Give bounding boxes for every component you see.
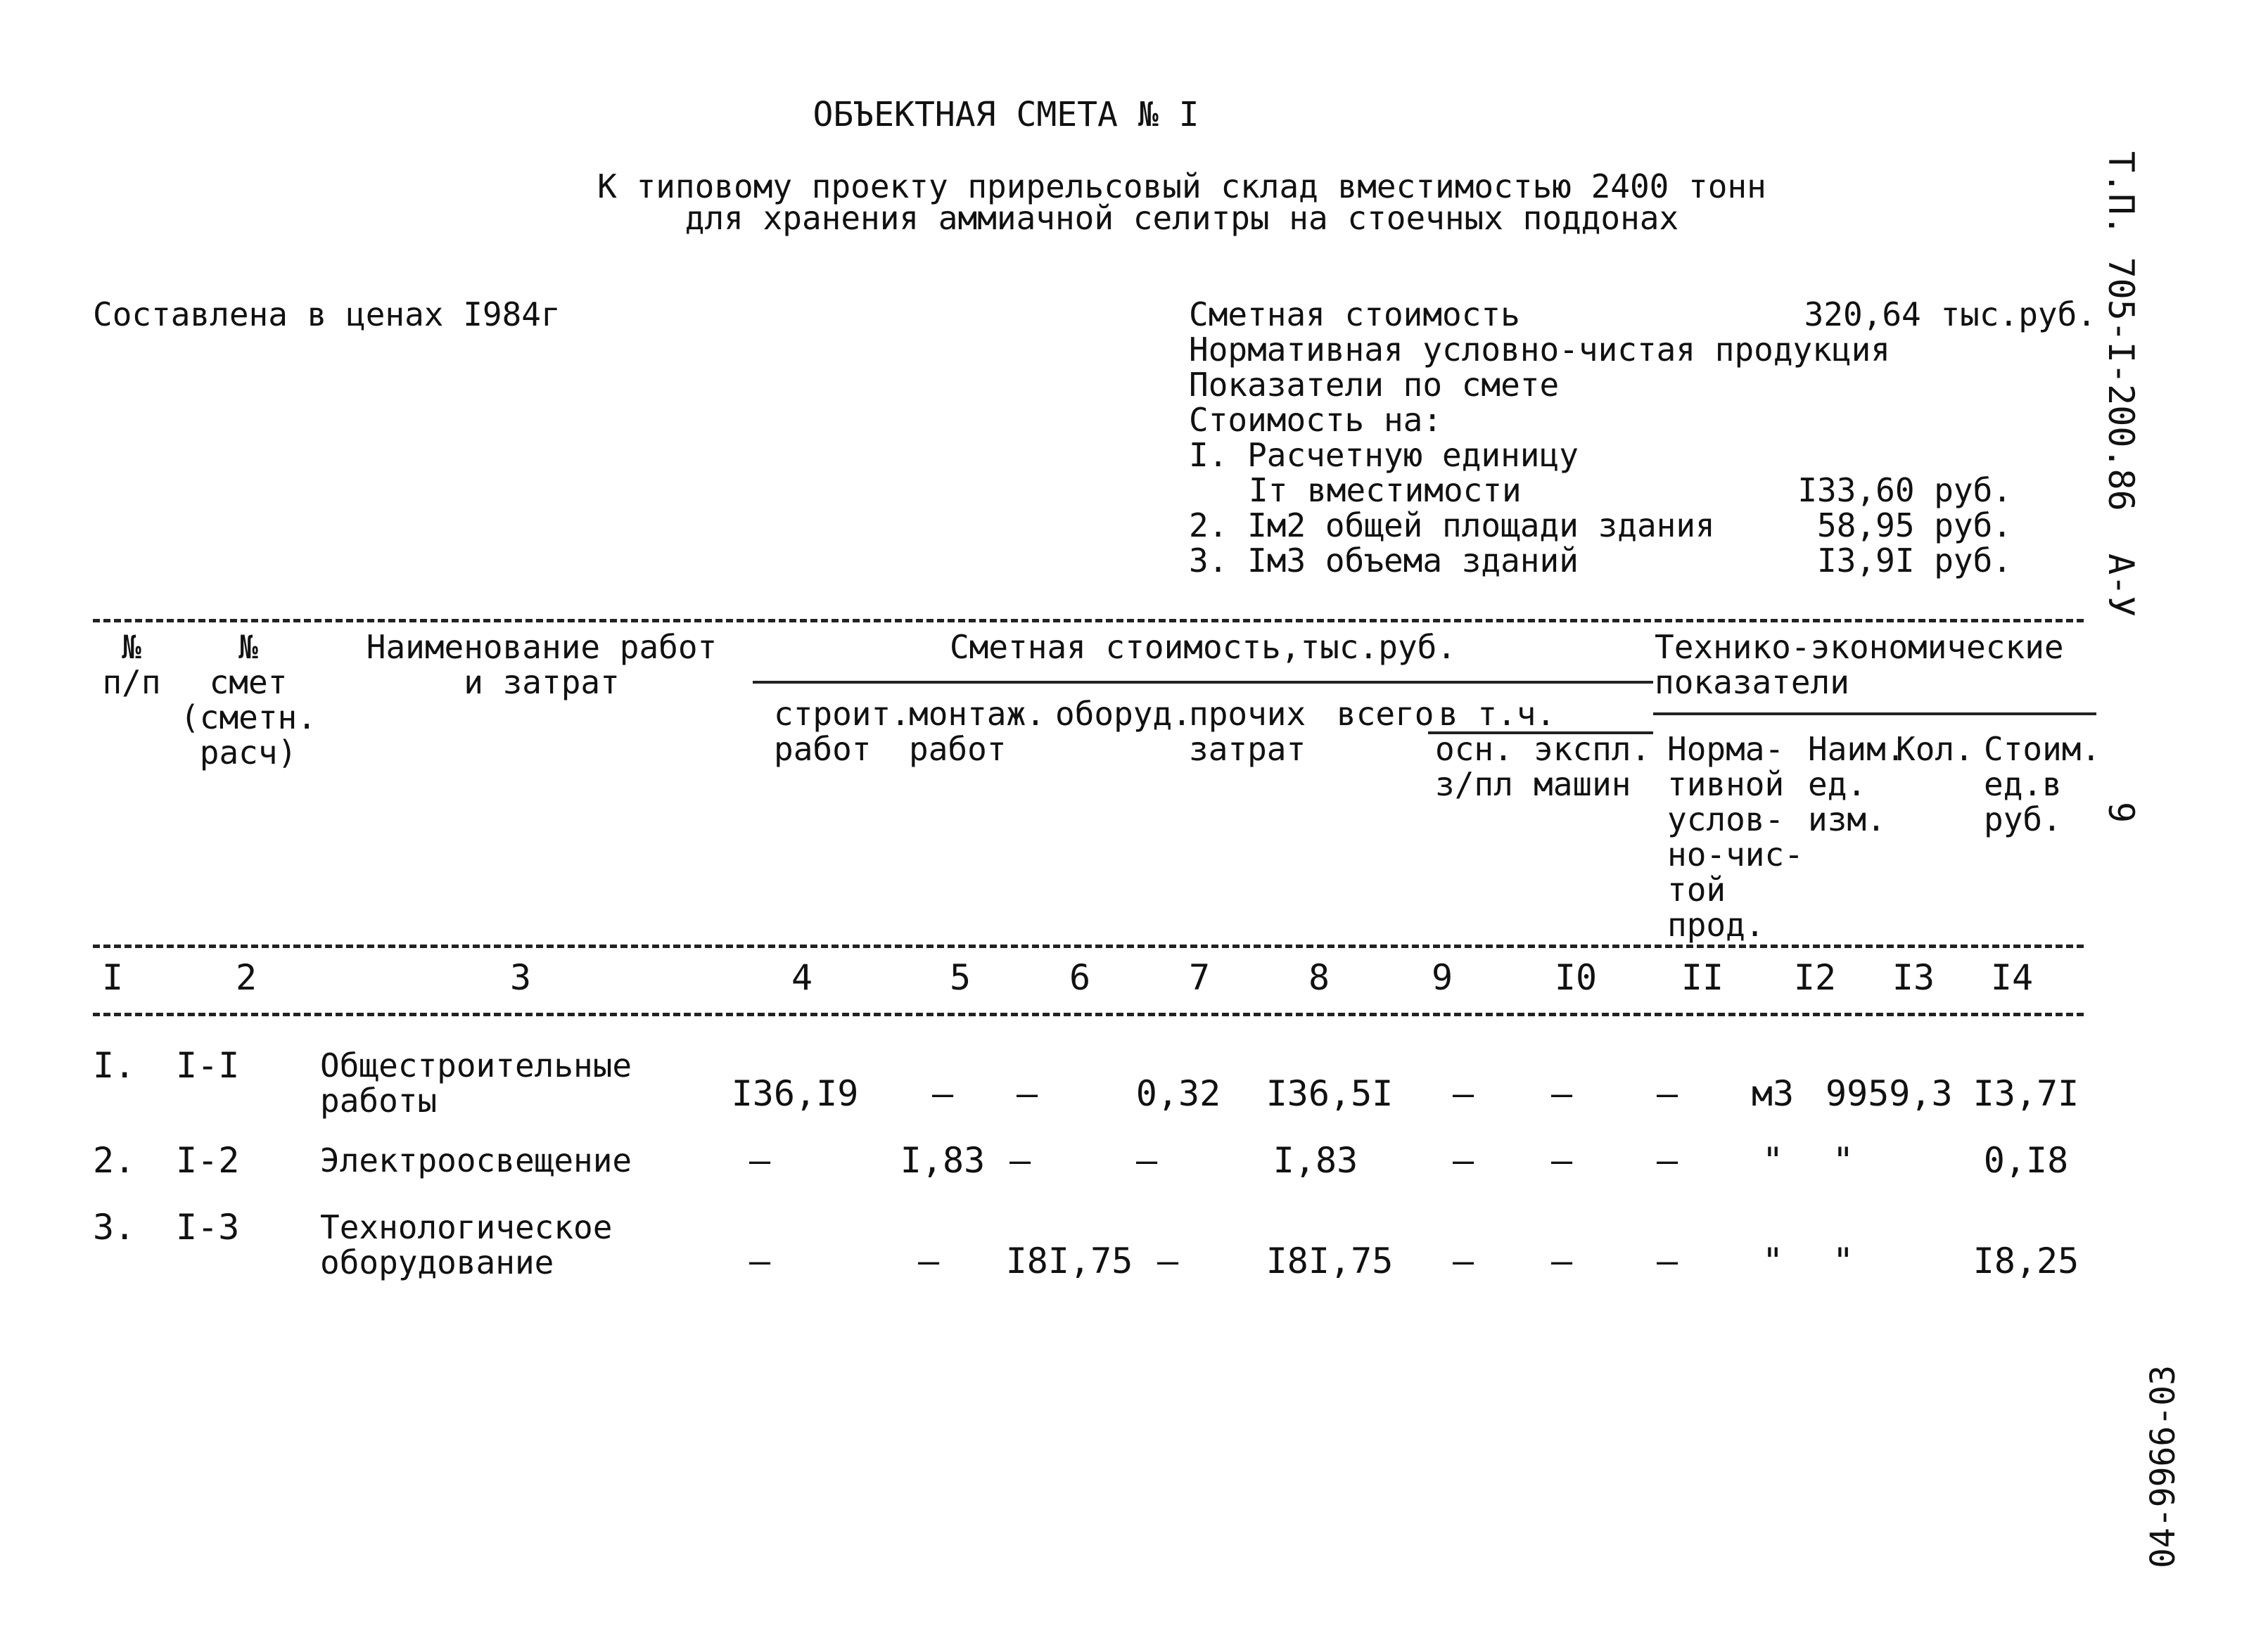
indicator-1-label: I. Расчетную единицу [1189, 436, 1579, 474]
row-assembly: I,83 [900, 1140, 986, 1181]
row-assembly: – [931, 1073, 954, 1114]
indicator-3-value: I3,9I руб. [1817, 542, 2012, 580]
indicators-label: Показатели по смете [1189, 366, 1560, 404]
indicator-2-value: 58,95 руб. [1817, 506, 2012, 544]
header-construction: строит. работ [774, 695, 910, 768]
column-numbers-top-rule [93, 945, 2084, 948]
row-machines: – [1550, 1073, 1573, 1114]
row-other: – [1157, 1241, 1179, 1281]
row-construction: – [748, 1140, 771, 1181]
indicator-1-value: I33,60 руб. [1797, 471, 2012, 509]
cost-per-label: Стоимость на: [1189, 401, 1443, 439]
row-other: 0,32 [1135, 1073, 1221, 1114]
estimated-cost-value: 320,64 тыс.руб. [1804, 295, 2096, 333]
header-normative: Норма- тивной услов- но-чис- той прод. [1667, 730, 1804, 944]
header-base-pay: осн. з/пл [1435, 730, 1513, 803]
tech-group-rule [1653, 712, 2096, 715]
header-qty: Кол. [1896, 730, 1974, 768]
column-number: 7 [1188, 957, 1211, 998]
indicator-1-sublabel: Iт вместимости [1249, 471, 1522, 509]
column-number: I4 [1990, 957, 2034, 998]
row-base-pay: – [1452, 1140, 1474, 1181]
row-unit: " [1761, 1140, 1784, 1181]
row-unit: м3 [1751, 1073, 1795, 1114]
table-top-rule [93, 619, 2084, 622]
header-equipment: оборуд. [1055, 695, 1192, 733]
row-unit-cost: 0,I8 [1983, 1140, 2069, 1181]
document-subtitle-line1: К типовому проекту прирельсовый склад вместимостью 2400 тонн [597, 167, 1766, 205]
column-number: I2 [1793, 957, 1837, 998]
column-number: 9 [1431, 957, 1453, 998]
row-no: I. [93, 1045, 136, 1086]
row-machines: – [1550, 1241, 1573, 1281]
row-normative: – [1656, 1241, 1678, 1281]
column-numbers-bottom-rule [93, 1013, 2084, 1016]
column-number: I3 [1892, 957, 1935, 998]
indicator-2-label: 2. Iм2 общей площади здания [1189, 506, 1715, 544]
header-including: в т.ч. [1439, 695, 1556, 733]
row-unit-cost: I8,25 [1973, 1241, 2079, 1281]
row-qty: 9959,3 [1826, 1073, 1953, 1114]
row-equipment: I8I,75 [1005, 1241, 1133, 1281]
column-number: 2 [235, 957, 257, 998]
row-equipment: – [1009, 1140, 1031, 1181]
row-qty: " [1832, 1241, 1854, 1281]
row-other: – [1135, 1140, 1158, 1181]
row-no: 2. [93, 1140, 136, 1181]
row-total: I8I,75 [1266, 1241, 1394, 1281]
row-normative: – [1656, 1140, 1678, 1181]
row-construction: I36,I9 [731, 1073, 859, 1114]
row-name: Общестроительные работы [320, 1046, 632, 1120]
row-no: 3. [93, 1207, 136, 1248]
cost-group-rule [753, 681, 1653, 684]
row-equipment: – [1016, 1073, 1038, 1114]
indicator-3-label: 3. Iм3 объема зданий [1189, 542, 1579, 580]
header-no: № п/п [102, 628, 161, 701]
column-number: 8 [1308, 957, 1330, 998]
normative-product-label: Нормативная условно-чистая продукция [1189, 331, 1890, 369]
document-subtitle-line2: для хранения аммиачной селитры на стоечных поддонах [684, 199, 1679, 237]
page-number: 9 [2101, 802, 2141, 824]
header-unit-cost: Стоим. ед.в руб. [1984, 730, 2101, 838]
row-qty: " [1832, 1140, 1854, 1181]
header-other: прочих затрат [1189, 695, 1306, 768]
header-total: всего [1337, 695, 1434, 733]
column-number: 5 [949, 957, 971, 998]
prices-note: Составлена в ценах I984г [93, 295, 561, 333]
column-number: I [101, 957, 124, 998]
row-construction: – [748, 1241, 771, 1281]
row-estimate-no: I-3 [176, 1207, 240, 1248]
row-estimate-no: I-I [176, 1045, 240, 1086]
row-unit-cost: I3,7I [1973, 1073, 2079, 1114]
project-code-stamp: Т.П. 705-I-200.86 А-У [2101, 151, 2141, 617]
header-assembly: монтаж. работ [909, 695, 1045, 768]
row-name: Электроосвещение [320, 1141, 632, 1179]
header-unit: Наим. ед. изм. [1808, 730, 1906, 838]
header-estimate-no: № смет (сметн. расч) [180, 628, 317, 772]
row-machines: – [1550, 1140, 1573, 1181]
column-number: 3 [509, 957, 532, 998]
row-base-pay: – [1452, 1073, 1474, 1114]
archive-number: 04-9966-03 [2143, 1365, 2183, 1568]
row-unit: " [1761, 1241, 1784, 1281]
column-number: I0 [1554, 957, 1598, 998]
header-tech-group: Технико-экономические показатели [1655, 628, 2064, 701]
header-cost-group: Сметная стоимость,тыс.руб. [949, 628, 1457, 666]
row-normative: – [1656, 1073, 1678, 1114]
row-name: Технологическое оборудование [320, 1208, 613, 1281]
column-number: 4 [791, 957, 813, 998]
estimated-cost-label: Сметная стоимость [1189, 295, 1520, 333]
row-total: I36,5I [1266, 1073, 1394, 1114]
column-number: 6 [1069, 957, 1091, 998]
row-assembly: – [917, 1241, 940, 1281]
document-title: ОБЪЕКТНАЯ СМЕТА № I [813, 95, 1199, 134]
row-estimate-no: I-2 [176, 1140, 240, 1181]
header-machines: экспл. машин [1534, 730, 1651, 803]
header-name: Наименование работ и затрат [366, 628, 718, 701]
row-base-pay: – [1452, 1241, 1474, 1281]
row-total: I,83 [1273, 1140, 1358, 1181]
column-number: II [1681, 957, 1724, 998]
